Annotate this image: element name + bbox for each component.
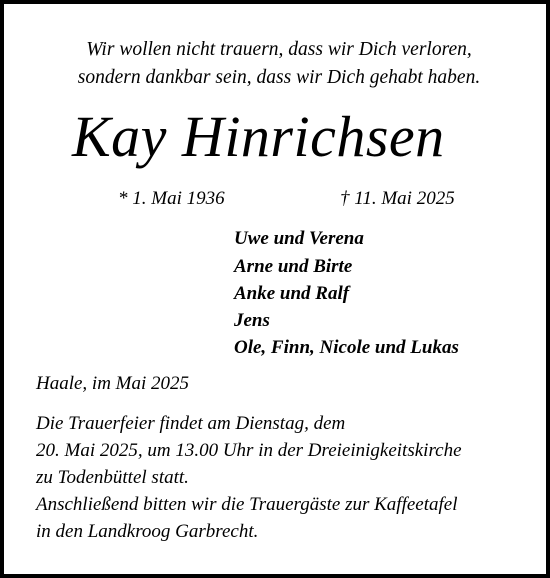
funeral-notice-line: 20. Mai 2025, um 13.00 Uhr in der Dreieinigkeitskirche — [36, 440, 462, 461]
funeral-notice-line: zu Todenbüttel statt. — [36, 467, 189, 488]
motto-line-1: Wir wollen nicht trauern, dass wir Dich verloren, — [86, 39, 472, 60]
mourner-name: Uwe und Verena — [234, 228, 364, 249]
mourner-name: Jens — [234, 310, 270, 331]
mourner-name: Anke und Ralf — [234, 283, 350, 304]
funeral-notice-line: Die Trauerfeier findet am Dienstag, dem — [36, 413, 346, 434]
birth-date: * 1. Mai 1936 — [118, 188, 225, 209]
motto-line-2: sondern dankbar sein, dass wir Dich gehabt haben. — [77, 67, 481, 88]
death-date: † 11. Mai 2025 — [340, 188, 455, 209]
deceased-name: Kay Hinrichsen — [72, 104, 445, 169]
funeral-notice-line: Anschließend bitten wir die Trauergäste zur Kaffeetafel — [36, 494, 458, 515]
mourner-name: Ole, Finn, Nicole und Lukas — [234, 337, 459, 358]
place-date: Haale, im Mai 2025 — [36, 373, 190, 394]
mourner-name: Arne und Birte — [234, 256, 353, 277]
funeral-notice-line: in den Landkroog Garbrecht. — [36, 521, 259, 542]
